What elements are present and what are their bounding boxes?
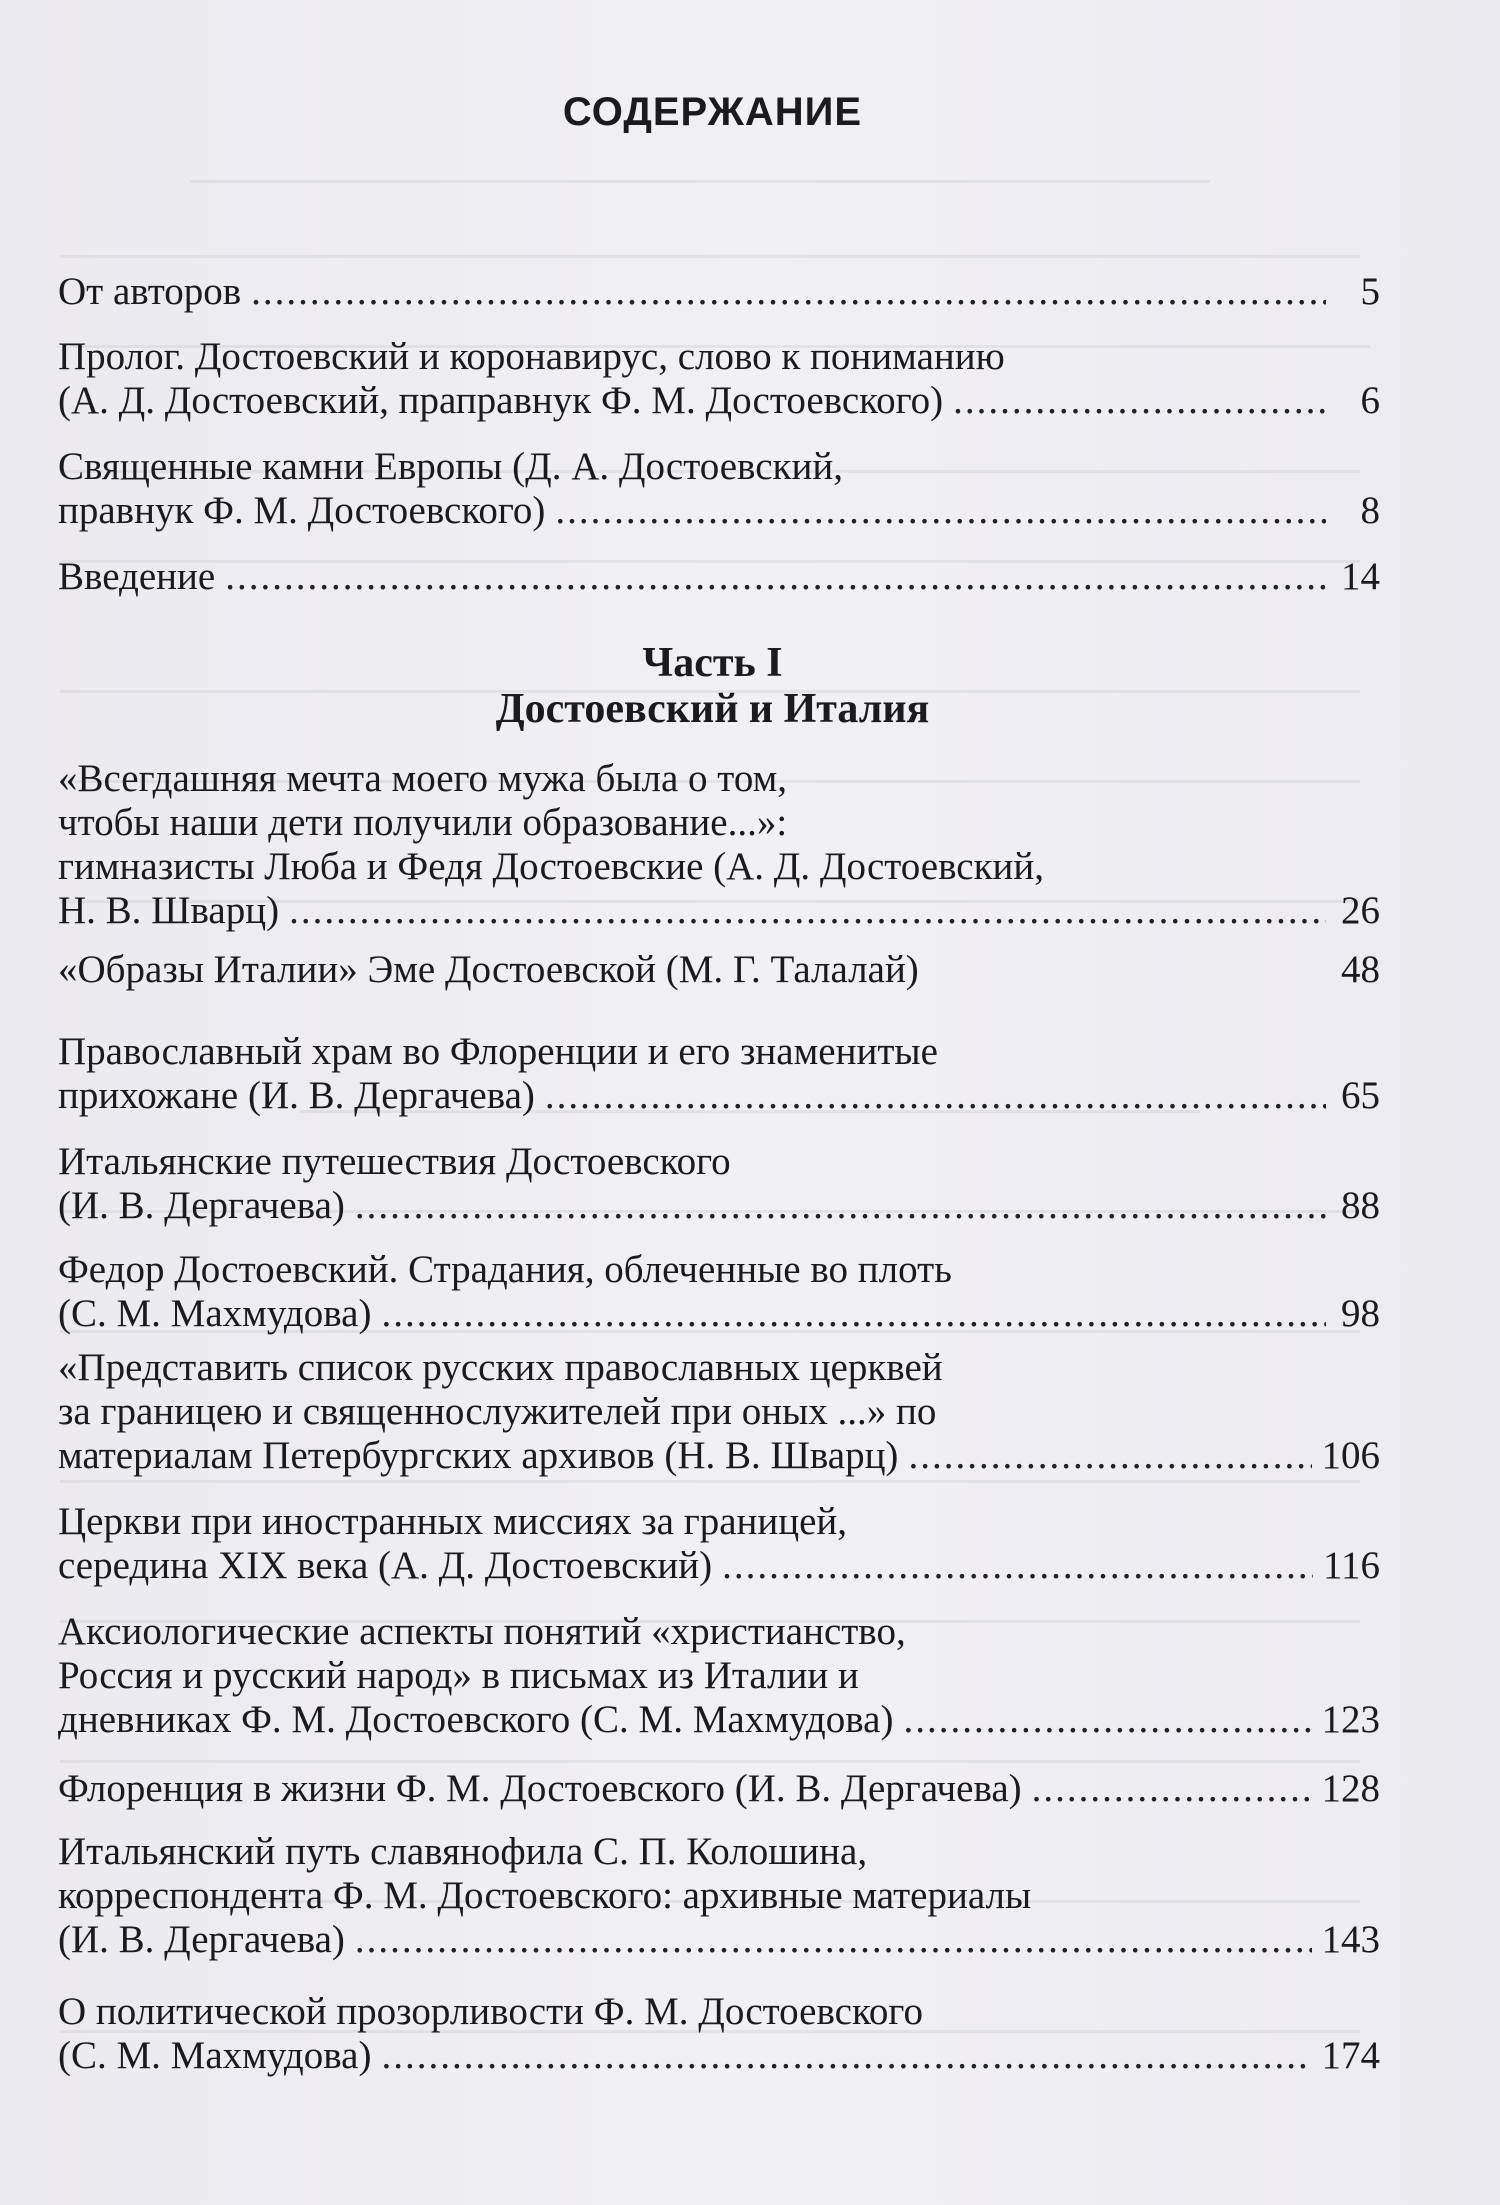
toc-entry[interactable]	[58, 445, 1380, 533]
toc-entry-text: Н. В. Шварц)	[58, 889, 280, 932]
toc-entry[interactable]	[58, 335, 1380, 423]
page-number: 98	[1341, 1292, 1380, 1335]
dot-leader	[355, 1184, 1326, 1228]
dot-leader	[722, 1544, 1313, 1588]
dot-leader	[355, 1918, 1312, 1962]
page-number: 48	[1341, 948, 1380, 991]
toc-entry[interactable]	[58, 555, 1380, 599]
page-number: 88	[1341, 1184, 1380, 1227]
toc-entry[interactable]	[58, 1610, 1380, 1742]
toc-entry-text: Православный храм во Флоренции и его знаменитые	[58, 1030, 938, 1073]
dot-leader	[953, 379, 1326, 423]
toc-entry-text: правнук Ф. М. Достоевского)	[58, 489, 546, 532]
dot-leader	[289, 889, 1326, 933]
toc-entry[interactable]	[58, 1500, 1380, 1588]
toc-entry-text: Аксиологические аспекты понятий «христианство,	[58, 1610, 906, 1653]
toc-entry-text: Итальянский путь славянофила С. П. Колошина,	[58, 1830, 868, 1873]
toc-entry[interactable]	[58, 270, 1380, 314]
part-title: Достоевский и Италия	[495, 686, 930, 732]
toc-entry-text: Россия и русский народ» в письмах из Италии и	[58, 1654, 859, 1697]
dot-leader	[908, 1434, 1311, 1478]
toc-entry[interactable]	[58, 1030, 1380, 1118]
toc-entry[interactable]	[58, 1830, 1380, 1962]
toc-entry-text: Флоренция в жизни Ф. М. Достоевского (И. В. Дергачева)	[58, 1767, 1022, 1810]
toc-entry-text: Федор Достоевский. Страдания, облеченные во плоть	[58, 1248, 952, 1291]
page-number: 106	[1321, 1434, 1380, 1477]
toc-entry[interactable]	[58, 1248, 1380, 1336]
page-number: 143	[1321, 1918, 1380, 1961]
toc-entry-text: (А. Д. Достоевский, праправнук Ф. М. Достоевского)	[58, 379, 944, 422]
toc-entry-text: (С. М. Махмудова)	[58, 1292, 372, 1335]
toc-entry-text: за границею и священнослужителей при оных ...» по	[58, 1390, 937, 1433]
page-number: 65	[1341, 1074, 1380, 1117]
page-number: 174	[1321, 2034, 1380, 2077]
toc-entry-text: «Всегдашняя мечта моего мужа была о том,	[58, 757, 788, 800]
toc-entry-text: От авторов	[58, 270, 242, 313]
dot-leader	[545, 1074, 1326, 1118]
dot-leader	[903, 1698, 1311, 1742]
toc-entry-text: Итальянские путешествия Достоевского	[58, 1140, 731, 1183]
page-number: 116	[1322, 1544, 1380, 1587]
toc-entry-text: прихожане (И. В. Дергачева)	[58, 1074, 535, 1117]
toc-entry[interactable]	[58, 1346, 1380, 1478]
toc-entry-text: корреспондента Ф. М. Достоевского: архивные материалы	[58, 1874, 1032, 1917]
dot-leader	[251, 270, 1326, 314]
toc-entry-text: материалам Петербургских архивов (Н. В. Шварц)	[58, 1434, 899, 1477]
toc-entry[interactable]	[58, 1990, 1380, 2078]
toc-entry-text: Священные камни Европы (Д. А. Достоевский,	[58, 445, 843, 488]
toc-entry-text: гимназисты Люба и Федя Достоевские (А. Д. Достоевский,	[58, 845, 1045, 888]
toc-entry-text: чтобы наши дети получили образование...»:	[58, 801, 788, 844]
toc-entry[interactable]	[58, 948, 1380, 992]
page-number: 14	[1341, 555, 1380, 598]
toc-entry-text: О политической прозорливости Ф. М. Достоевского	[58, 1990, 923, 2033]
part-label: Часть I	[642, 640, 783, 686]
page-number: 26	[1341, 889, 1380, 932]
toc-entry-text: середина XIX века (А. Д. Достоевский)	[58, 1544, 713, 1587]
page-number: 128	[1321, 1767, 1380, 1810]
page-number: 123	[1321, 1698, 1380, 1741]
toc-entry-text: Церкви при иностранных миссиях за границей,	[58, 1500, 848, 1543]
toc-entry[interactable]	[58, 1140, 1380, 1228]
page-number: 8	[1360, 489, 1380, 532]
toc-entry-text: (С. М. Махмудова)	[58, 2034, 372, 2077]
page-number: 6	[1360, 379, 1380, 422]
contents-heading: СОДЕРЖАНИЕ	[562, 90, 863, 134]
toc-entry[interactable]	[58, 757, 1380, 933]
dot-leader	[381, 2034, 1311, 2078]
dot-leader	[381, 1292, 1326, 1336]
toc-entry[interactable]	[58, 1767, 1380, 1811]
dot-leader	[555, 489, 1326, 533]
page-number: 5	[1360, 270, 1380, 313]
toc-entry-text: (И. В. Дергачева)	[58, 1918, 345, 1961]
toc-entry-text: (И. В. Дергачева)	[58, 1184, 345, 1227]
toc-entry-text: «Представить список русских православных церквей	[58, 1346, 943, 1389]
dot-leader	[225, 555, 1326, 599]
toc-entry-text: дневниках Ф. М. Достоевского (С. М. Махмудова)	[58, 1698, 894, 1741]
toc-entry-text: Введение	[58, 555, 216, 598]
toc-entry-text: Пролог. Достоевский и коронавирус, слово к пониманию	[58, 335, 1005, 378]
dot-leader	[1032, 1767, 1312, 1811]
toc-entry-text: «Образы Италии» Эме Достоевской (М. Г. Талалай)	[58, 948, 919, 991]
